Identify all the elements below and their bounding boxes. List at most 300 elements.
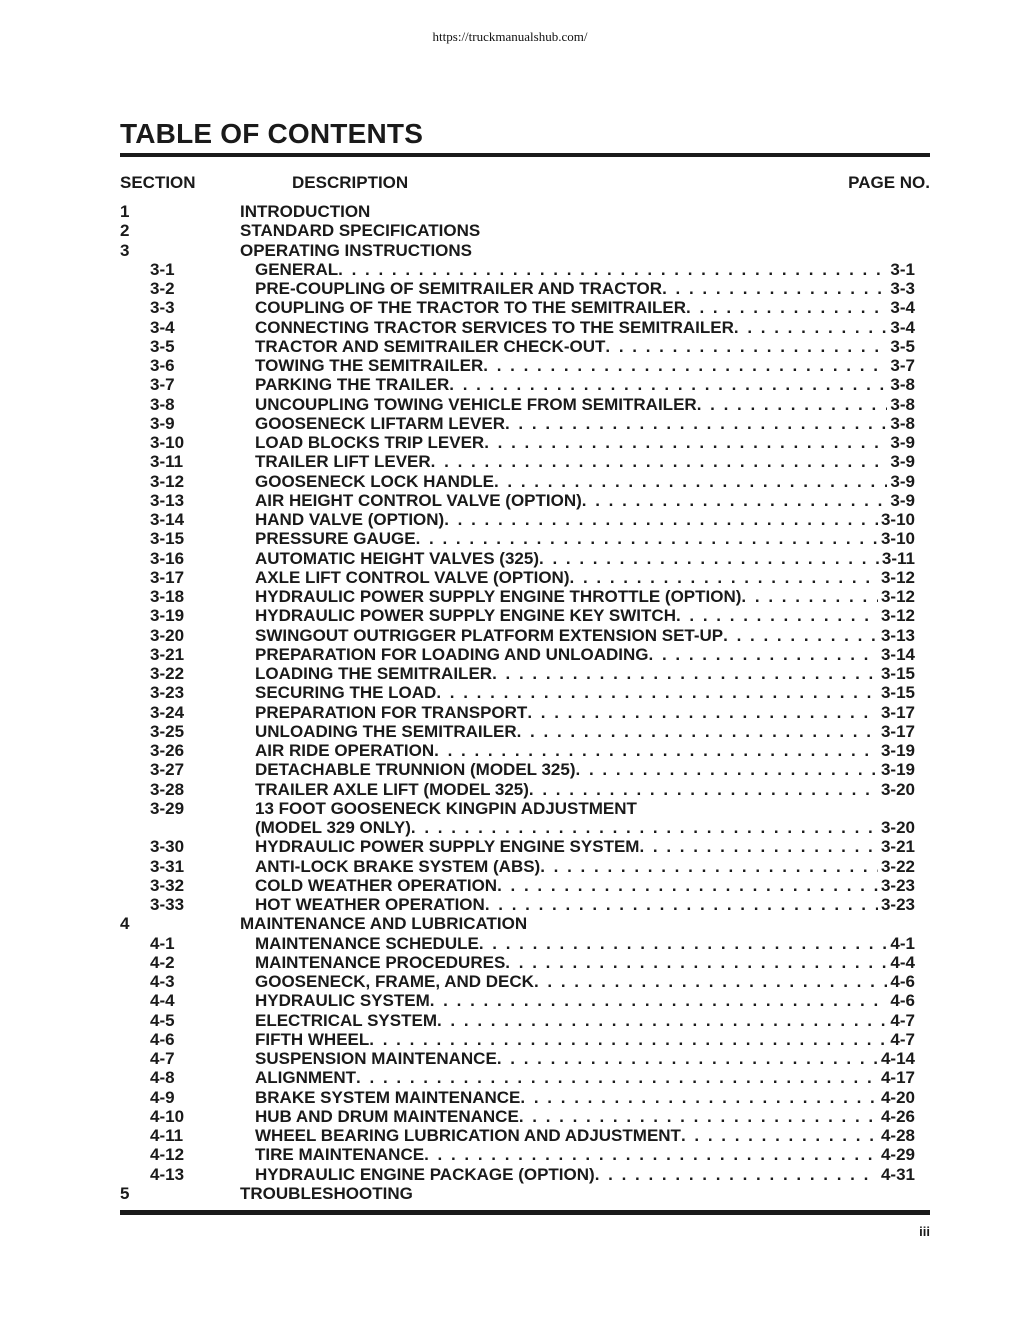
toc-number: 3-32 — [150, 875, 185, 895]
column-header-section: SECTION — [120, 173, 196, 192]
page-number: iii — [919, 1224, 930, 1239]
toc-number: 3-11 — [150, 452, 184, 472]
toc-page-number: 3-13 — [880, 625, 915, 645]
dot-leader — [485, 895, 878, 914]
toc-page-number: 3-22 — [880, 856, 915, 876]
toc-number: 3-19 — [150, 606, 185, 626]
dot-leader — [723, 626, 878, 645]
toc-row — [120, 241, 930, 260]
toc-number: 3-5 — [150, 336, 175, 356]
dot-leader — [576, 760, 878, 779]
toc-row — [120, 202, 930, 221]
toc-page-number: 3-10 — [880, 529, 915, 549]
toc-entry-title: AUTOMATIC HEIGHT VALVES (325) — [255, 548, 539, 568]
toc-entry-title: AXLE LIFT CONTROL VALVE (OPTION) — [255, 567, 570, 587]
dot-leader — [436, 683, 878, 702]
toc-row — [120, 433, 930, 452]
toc-row — [120, 1126, 930, 1145]
toc-number: 4-7 — [150, 1049, 175, 1068]
toc-page-number: 3-8 — [890, 394, 915, 414]
dot-leader — [676, 606, 878, 625]
toc-number: 3-30 — [150, 837, 185, 857]
dot-leader — [540, 857, 878, 876]
toc-entry — [255, 972, 915, 991]
toc-page-number: 3-7 — [890, 356, 915, 375]
toc-number: 4-2 — [150, 952, 175, 972]
toc-page-number: 4-31 — [880, 1164, 915, 1184]
toc-entry-title: LOAD BLOCKS TRIP LEVER — [255, 433, 485, 452]
toc-row — [120, 510, 930, 529]
toc-entry-title: TOWING THE SEMITRAILER — [255, 356, 484, 375]
toc-number: 4-10 — [150, 1106, 185, 1126]
toc-entry — [255, 876, 915, 895]
toc-page-number: 4-14 — [880, 1049, 915, 1068]
toc-number: 4-5 — [150, 1010, 175, 1030]
toc-entry-title: GOOSENECK, FRAME, AND DECK — [255, 972, 534, 991]
toc-page-number: 3-19 — [880, 741, 915, 760]
toc-page-number: 3-8 — [890, 375, 915, 395]
dot-leader — [494, 472, 887, 491]
toc-entry — [255, 1030, 915, 1049]
toc-row — [120, 953, 930, 972]
toc-entry — [255, 279, 915, 298]
dot-leader — [539, 549, 879, 568]
toc-row — [120, 414, 930, 433]
toc-page-number: 3-9 — [890, 433, 915, 452]
toc-entry — [255, 818, 915, 837]
toc-number: 4-8 — [150, 1068, 175, 1088]
toc-number: 3-12 — [150, 471, 185, 491]
toc-list — [120, 202, 930, 1203]
toc-entry — [255, 857, 915, 876]
toc-row — [120, 914, 930, 933]
dot-leader — [529, 780, 878, 799]
toc-page-number: 3-17 — [880, 702, 915, 722]
toc-entry — [255, 934, 915, 953]
dot-leader — [662, 279, 887, 298]
toc-row — [120, 1165, 930, 1184]
toc-page-number: 3-9 — [890, 490, 915, 510]
toc-number: 4-3 — [150, 972, 175, 991]
toc-number: 3-28 — [150, 779, 185, 799]
toc-entry-title: HYDRAULIC SYSTEM — [255, 991, 430, 1011]
toc-number: 3-13 — [150, 490, 185, 510]
dot-leader — [484, 433, 887, 452]
dot-leader — [338, 260, 887, 279]
dot-leader — [582, 491, 888, 510]
toc-number: 3-1 — [150, 259, 175, 279]
toc-number: 3-6 — [150, 356, 175, 375]
toc-entry — [255, 529, 915, 548]
toc-number: 2 — [120, 221, 130, 241]
toc-row — [120, 568, 930, 587]
toc-row — [120, 1184, 930, 1203]
toc-page-number: 3-11 — [881, 548, 915, 568]
toc-entry — [255, 1107, 915, 1126]
dot-leader — [449, 375, 887, 394]
footer-rule — [120, 1210, 930, 1215]
toc-entry — [255, 414, 915, 433]
toc-row — [120, 375, 930, 394]
toc-row — [120, 934, 930, 953]
toc-number: 3-26 — [150, 741, 185, 760]
toc-entry-title: CONNECTING TRACTOR SERVICES TO THE SEMITRAILER — [255, 317, 734, 337]
toc-entry-title: WHEEL BEARING LUBRICATION AND ADJUSTMENT — [255, 1126, 681, 1145]
toc-number: 4-1 — [150, 933, 175, 953]
toc-entry — [255, 799, 915, 818]
toc-page-number: 3-20 — [880, 779, 915, 799]
dot-leader — [681, 1126, 878, 1145]
toc-entry-title: PARKING THE TRAILER — [255, 375, 450, 395]
toc-number: 3-10 — [150, 433, 185, 452]
toc-row — [120, 529, 930, 548]
toc-row — [120, 356, 930, 375]
dot-leader — [356, 1068, 878, 1087]
toc-entry-title: TIRE MAINTENANCE — [255, 1145, 425, 1165]
dot-leader — [534, 972, 887, 991]
toc-number: 3-25 — [150, 721, 185, 741]
dot-leader — [649, 645, 878, 664]
toc-row — [120, 683, 930, 702]
dot-leader — [505, 414, 887, 433]
toc-number: 3 — [120, 240, 130, 260]
toc-entry-title: GOOSENECK LOCK HANDLE — [255, 471, 494, 491]
toc-number: 3-20 — [150, 625, 185, 645]
toc-number: 3-8 — [150, 394, 175, 414]
toc-entry — [255, 991, 915, 1010]
toc-page-number: 4-7 — [890, 1029, 915, 1049]
toc-page-number: 3-17 — [880, 721, 915, 741]
dot-leader — [479, 934, 888, 953]
toc-entry-title: PRE-COUPLING OF SEMITRAILER AND TRACTOR — [255, 279, 663, 298]
toc-row — [120, 279, 930, 298]
dot-leader — [595, 1165, 878, 1184]
toc-entry — [255, 298, 915, 317]
toc-entry — [255, 318, 915, 337]
toc-entry-title: BRAKE SYSTEM MAINTENANCE — [255, 1087, 521, 1107]
toc-number: 4-6 — [150, 1029, 175, 1049]
toc-page-number: 4-26 — [880, 1106, 915, 1126]
dot-leader — [434, 741, 878, 760]
toc-entry — [255, 395, 915, 414]
dot-leader — [444, 510, 878, 529]
toc-number: 3-18 — [150, 587, 185, 606]
toc-page-number: 3-5 — [890, 336, 915, 356]
toc-row — [120, 606, 930, 625]
toc-page-number: 4-17 — [880, 1068, 915, 1088]
toc-number: 3-21 — [150, 644, 185, 664]
toc-row — [120, 972, 930, 991]
dot-leader — [416, 529, 878, 548]
toc-row — [120, 395, 930, 414]
toc-number: 3-24 — [150, 702, 185, 722]
toc-row — [120, 818, 930, 837]
toc-row — [120, 1107, 930, 1126]
toc-row — [120, 741, 930, 760]
toc-entry — [255, 587, 915, 606]
toc-entry-title: COLD WEATHER OPERATION — [255, 875, 498, 895]
toc-entry — [255, 703, 915, 722]
toc-row — [120, 780, 930, 799]
toc-entry — [255, 510, 915, 529]
dot-leader — [424, 1145, 878, 1164]
toc-entry — [255, 683, 915, 702]
toc-page-number: 4-7 — [890, 1010, 915, 1030]
toc-row — [120, 664, 930, 683]
toc-entry-title: LOADING THE SEMITRAILER — [255, 664, 493, 683]
toc-number: 1 — [120, 202, 130, 221]
toc-entry-title: HYDRAULIC ENGINE PACKAGE (OPTION) — [255, 1164, 595, 1184]
toc-page-number: 3-23 — [880, 875, 915, 895]
toc-row — [120, 991, 930, 1010]
toc-entry-title: PREPARATION FOR LOADING AND UNLOADING — [255, 644, 649, 664]
toc-page-number: 3-1 — [890, 259, 915, 279]
toc-entry — [255, 375, 915, 394]
toc-entry — [255, 549, 915, 568]
dot-leader — [411, 818, 878, 837]
toc-section-title: TROUBLESHOOTING — [240, 1183, 413, 1203]
toc-entry-title: ALIGNMENT — [255, 1068, 357, 1088]
toc-page-number: 3-15 — [880, 664, 915, 683]
toc-entry-title: COUPLING OF THE TRACTOR TO THE SEMITRAILER — [255, 298, 686, 318]
dot-leader — [519, 1107, 878, 1126]
toc-page-number: 3-12 — [880, 606, 915, 626]
toc-row — [120, 452, 930, 471]
toc-entry-title: TRAILER LIFT LEVER — [255, 452, 431, 472]
toc-entry — [255, 606, 915, 625]
dot-leader — [741, 587, 878, 606]
toc-entry-title: TRACTOR AND SEMITRAILER CHECK-OUT — [255, 336, 606, 356]
toc-number: 3-29 — [150, 798, 185, 818]
toc-entry — [255, 260, 915, 279]
toc-page-number: 4-28 — [880, 1126, 915, 1145]
dot-leader — [497, 1049, 878, 1068]
toc-page-number: 4-20 — [880, 1087, 915, 1107]
toc-entry — [255, 626, 915, 645]
toc-number: 3-23 — [150, 683, 185, 703]
dot-leader — [369, 1030, 887, 1049]
toc-entry — [255, 356, 915, 375]
toc-entry — [255, 780, 915, 799]
dot-leader — [492, 664, 878, 683]
toc-row — [120, 549, 930, 568]
toc-page-number: 3-19 — [880, 760, 915, 780]
dot-leader — [520, 1088, 878, 1107]
toc-entry-title: AIR RIDE OPERATION — [255, 741, 435, 760]
toc-entry-title: PREPARATION FOR TRANSPORT — [255, 702, 528, 722]
toc-entry — [255, 1011, 915, 1030]
source-url: https://truckmanualshub.com/ — [432, 29, 588, 44]
toc-entry — [255, 837, 915, 856]
toc-number: 4-11 — [150, 1126, 184, 1145]
toc-entry — [255, 664, 915, 683]
toc-section-title: INTRODUCTION — [240, 202, 371, 221]
toc-page-number: 3-4 — [890, 298, 915, 318]
toc-entry-title: MAINTENANCE SCHEDULE — [255, 933, 479, 953]
toc-entry-title: 13 FOOT GOOSENECK KINGPIN ADJUSTMENT — [255, 798, 637, 818]
dot-leader — [697, 395, 888, 414]
toc-row — [120, 221, 930, 240]
toc-row — [120, 1088, 930, 1107]
toc-row — [120, 1011, 930, 1030]
toc-page-number: 3-9 — [890, 471, 915, 491]
toc-page-number: 3-3 — [890, 279, 915, 298]
toc-section-title: STANDARD SPECIFICATIONS — [240, 221, 481, 241]
toc-entry — [255, 741, 915, 760]
dot-leader — [437, 1011, 887, 1030]
toc-row — [120, 645, 930, 664]
toc-row — [120, 876, 930, 895]
toc-page-number: 4-4 — [890, 952, 915, 972]
toc-entry — [255, 1165, 915, 1184]
toc-row — [120, 722, 930, 741]
toc-number: 3-27 — [150, 760, 185, 780]
column-header-description: DESCRIPTION — [292, 173, 409, 192]
toc-page-number: 4-29 — [880, 1145, 915, 1165]
toc-entry-title: SWINGOUT OUTRIGGER PLATFORM EXTENSION SET-UP — [255, 625, 724, 645]
toc-entry — [255, 491, 915, 510]
toc-entry — [255, 953, 915, 972]
toc-row — [120, 337, 930, 356]
toc-number: 3-7 — [150, 375, 175, 395]
toc-page-number: 3-10 — [880, 510, 915, 529]
toc-number: 3-3 — [150, 298, 175, 318]
title-rule — [120, 153, 930, 157]
toc-number: 3-4 — [150, 317, 175, 337]
toc-entry — [255, 452, 915, 471]
toc-entry-title: HAND VALVE (OPTION) — [255, 510, 445, 529]
toc-number: 3-9 — [150, 413, 175, 433]
dot-leader — [639, 837, 878, 856]
dot-leader — [686, 298, 887, 317]
toc-entry-title: FIFTH WHEEL — [255, 1029, 370, 1049]
toc-entry-title: HYDRAULIC POWER SUPPLY ENGINE KEY SWITCH — [255, 606, 676, 626]
toc-row — [120, 837, 930, 856]
toc-number: 3-31 — [150, 856, 185, 876]
toc-page-number: 3-9 — [890, 452, 915, 472]
toc-page-number: 3-14 — [880, 644, 915, 664]
toc-number: 3-16 — [150, 548, 185, 568]
toc-row — [120, 1145, 930, 1164]
toc-number: 4-13 — [150, 1164, 185, 1184]
page-title: TABLE OF CONTENTS — [120, 118, 424, 149]
toc-number: 4 — [120, 914, 130, 934]
toc-row — [120, 587, 930, 606]
toc-page-number: 3-15 — [880, 683, 915, 703]
toc-entry — [255, 645, 915, 664]
toc-entry-title: UNCOUPLING TOWING VEHICLE FROM SEMITRAILER — [255, 394, 697, 414]
toc-row — [120, 260, 930, 279]
toc-entry — [255, 337, 915, 356]
toc-row — [120, 318, 930, 337]
toc-number: 4-9 — [150, 1087, 175, 1107]
toc-page-number: 3-12 — [880, 587, 915, 606]
toc-entry — [255, 1145, 915, 1164]
toc-row — [120, 491, 930, 510]
toc-row — [120, 1030, 930, 1049]
toc-entry-title: MAINTENANCE PROCEDURES — [255, 952, 506, 972]
toc-entry — [255, 722, 915, 741]
toc-page-number: 3-21 — [880, 837, 915, 857]
toc-entry-title: SECURING THE LOAD — [255, 683, 437, 703]
toc-entry — [255, 568, 915, 587]
toc-page-number: 4-6 — [890, 991, 915, 1011]
toc-number: 3-14 — [150, 510, 185, 529]
dot-leader — [527, 703, 878, 722]
toc-entry-title: HUB AND DRUM MAINTENANCE — [255, 1106, 519, 1126]
dot-leader — [734, 318, 888, 337]
toc-entry-title: TRAILER AXLE LIFT (MODEL 325) — [255, 779, 529, 799]
toc-section-title: MAINTENANCE AND LUBRICATION — [240, 914, 528, 934]
toc-row — [120, 298, 930, 317]
dot-leader — [431, 452, 888, 471]
toc-row — [120, 703, 930, 722]
toc-page-number: 3-8 — [890, 413, 915, 433]
dot-leader — [605, 337, 887, 356]
toc-entry-title: DETACHABLE TRUNNION (MODEL 325) — [255, 760, 576, 780]
dot-leader — [497, 876, 878, 895]
toc-entry-title: GOOSENECK LIFTARM LEVER — [255, 413, 505, 433]
toc-entry — [255, 472, 915, 491]
toc-entry-title: ELECTRICAL SYSTEM — [255, 1010, 437, 1030]
toc-row — [120, 895, 930, 914]
toc-entry — [255, 895, 915, 914]
toc-entry-title: HYDRAULIC POWER SUPPLY ENGINE SYSTEM — [255, 837, 640, 857]
toc-number: 3-22 — [150, 664, 185, 683]
toc-page-number: 3-4 — [890, 317, 915, 337]
toc-number: 4-4 — [150, 991, 175, 1011]
toc-entry-title: HOT WEATHER OPERATION — [255, 895, 485, 914]
toc-number: 3-33 — [150, 895, 185, 914]
toc-page-number: 3-20 — [880, 818, 915, 837]
column-header-page: PAGE NO. — [848, 173, 930, 192]
toc-entry — [255, 1068, 915, 1087]
toc-number: 3-17 — [150, 567, 185, 587]
dot-leader — [570, 568, 878, 587]
toc-entry-title: SUSPENSION MAINTENANCE — [255, 1049, 497, 1068]
toc-entry-title: (MODEL 329 ONLY) — [255, 818, 411, 837]
toc-page-number: 4-1 — [890, 933, 915, 953]
toc-entry — [255, 1126, 915, 1145]
toc-section-title: OPERATING INSTRUCTIONS — [240, 240, 473, 260]
toc-entry — [255, 760, 915, 779]
toc-row — [120, 799, 930, 818]
dot-leader — [505, 953, 887, 972]
toc-row — [120, 760, 930, 779]
toc-number: 5 — [120, 1183, 130, 1203]
dot-leader — [430, 991, 888, 1010]
toc-number: 3-2 — [150, 279, 175, 298]
toc-page-number: 4-6 — [890, 972, 915, 991]
toc-entry-title: PRESSURE GAUGE — [255, 529, 416, 549]
toc-entry-title: ANTI-LOCK BRAKE SYSTEM (ABS) — [255, 856, 541, 876]
toc-page-number: 3-23 — [880, 895, 915, 914]
toc-row — [120, 472, 930, 491]
toc-row — [120, 1068, 930, 1087]
toc-row — [120, 857, 930, 876]
toc-entry-title: UNLOADING THE SEMITRAILER — [255, 721, 517, 741]
toc-entry-title: GENERAL — [255, 259, 339, 279]
toc-number: 3-15 — [150, 529, 185, 549]
toc-row — [120, 1049, 930, 1068]
toc-entry — [255, 1049, 915, 1068]
toc-entry — [255, 1088, 915, 1107]
toc-entry-title: HYDRAULIC POWER SUPPLY ENGINE THROTTLE (OPTION) — [255, 587, 742, 606]
dot-leader — [517, 722, 878, 741]
toc-page-number: 3-12 — [880, 567, 915, 587]
toc-entry — [255, 433, 915, 452]
toc-entry-title: AIR HEIGHT CONTROL VALVE (OPTION) — [255, 490, 582, 510]
